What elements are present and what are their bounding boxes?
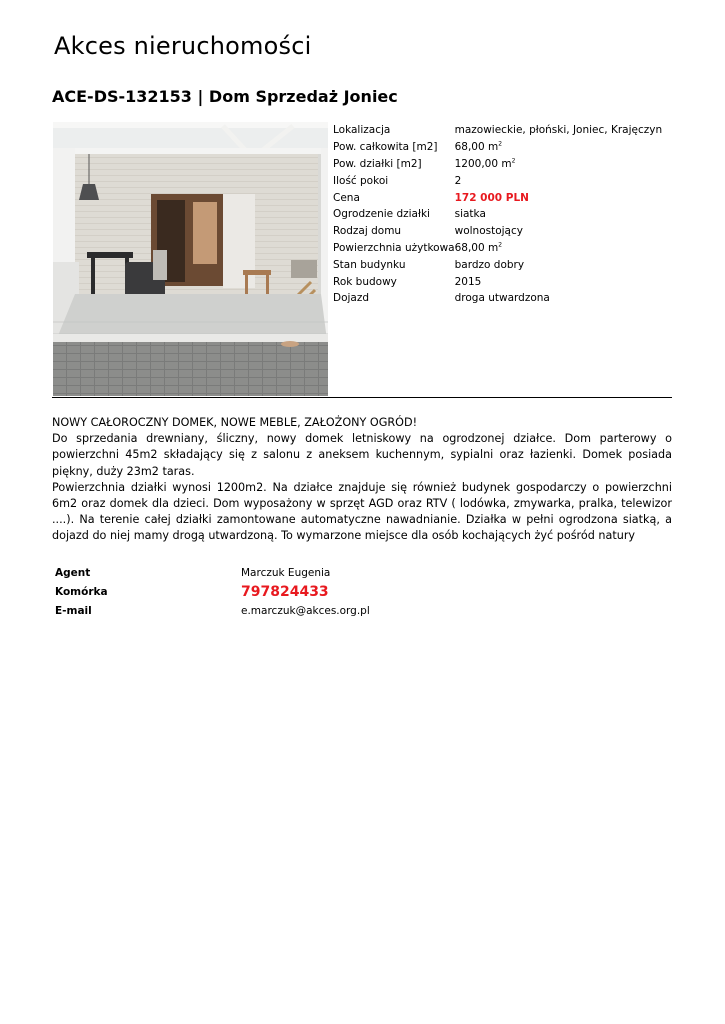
property-value: droga utwardzona [454,292,550,305]
property-row-year-built [333,273,662,290]
property-row-location [333,122,662,139]
property-row-access-road [333,290,662,307]
property-row-plot-area [333,156,662,173]
email-label: E-mail [55,604,92,617]
description-headline: NOWY CAŁOROCZNY DOMEK, NOWE MEBLE, ZAŁOŻONY OGRÓD! [52,416,418,429]
property-value: 2 [454,174,462,187]
property-label: Pow. całkowita [m2] [333,141,438,154]
property-label: Dojazd [333,292,370,305]
property-label: Rok budowy [333,275,397,288]
property-label: Stan budynku [333,258,406,271]
description-paragraph: Do sprzedania drewniany, śliczny, nowy domek letniskowy na ogrodzonej działce. Dom parterowy o powierzchni 45m2 składający się z salonu z aneksem kuchennym, sypialni oraz łazienki. Domek posiada piękny, duży 23m2 taras. [52,432,672,478]
property-value: wolnostojący [454,225,523,238]
property-row-price [333,189,662,206]
property-row-house-type [333,223,662,240]
property-label: Lokalizacja [333,124,391,137]
contact-row-email [55,601,370,620]
price-value: 172 000 PLN [454,191,529,204]
unit-exponent: 2 [498,241,503,249]
property-label: Powierzchnia użytkowa [333,241,455,254]
property-value: bardzo dobry [454,258,525,271]
property-label: Rodzaj domu [333,225,402,238]
property-value: 1200,00 $m^2$ [454,157,516,170]
email-address[interactable]: e.marczuk@akces.org.pl [241,604,370,617]
agent-name: Marczuk Eugenia [241,566,331,579]
unit-exponent: 2 [511,157,516,165]
property-label: Ogrodzenie działki [333,208,430,221]
property-row-total-area [333,139,662,156]
property-label: Cena [333,191,360,204]
property-row-condition [333,256,662,273]
description-paragraph: Powierzchnia działki wynosi 1200m2. Na działce znajduje się również budynek gospodarczy o powierzchni 6m2 oraz domek dla dzieci. Dom wyposażony w sprzęt AGD oraz RTV ( lodówka, zmywarka, pralka, telewizor ....). Na terenie całej działki zamontowane automatyczne nawadnianie. Działka w pełni ogrodzona siatką, a dojazd do niej mamy drogą utwardzoną. To wymarzone miejsce dla osób kochających żyć pośród natury [52,480,672,543]
property-row-fencing [333,206,662,223]
brand-name: Akces nieruchomości [54,32,312,60]
agent-label: Agent [55,566,91,579]
property-value: 68,00 $m^2$ [454,140,503,154]
property-value: mazowieckie, płoński, Joniec, Krajęczyn [454,124,663,137]
property-value: siatka [454,208,486,221]
phone-number[interactable]: 797824433 [241,583,329,600]
property-row-rooms [333,172,662,189]
property-row-usable-area [333,240,662,257]
house-terrace-photo [53,122,328,396]
listing-title: ACE-DS-132153 | Dom Sprzedaż Joniec [52,87,398,106]
property-label: Pow. działki [m2] [333,157,422,170]
contact-table [55,563,370,620]
property-details-table [333,122,662,307]
contact-row-agent [55,563,370,582]
phone-label: Komórka [55,585,108,598]
listing-description [52,415,672,545]
property-value: 2015 [454,275,482,288]
property-label: Ilość pokoi [333,174,389,187]
unit-exponent: 2 [498,140,503,148]
property-value: 68,00 $m^2$ [454,241,503,254]
contact-row-phone [55,582,370,601]
section-divider [52,397,672,398]
